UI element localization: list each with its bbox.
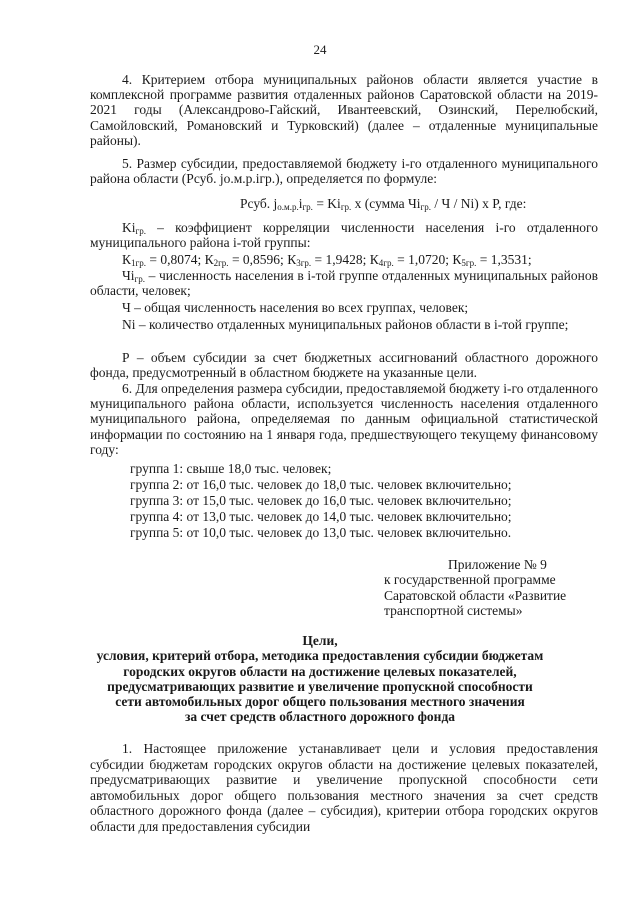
title-line: городских округов области на достижение целевых показателей, [123,663,517,679]
appendix-line: Приложение № 9 [448,557,547,572]
title-line: предусматривающих развитие и увеличение пропускной способности [107,678,533,694]
subsidy-formula: Рсуб. $j_{о.м.р.}i_{гр.} = Ki_{гр.}$ х (сумма $Чi_{гр.}$ / Ч / Ni) х Р, где: [240,196,527,212]
appendix-line: Саратовской области «Развитие [384,587,567,603]
paragraph-6: 6. Для определения размера субсидии, предоставляемой бюджету i-го отдаленного муниципального района области, используется численность населения отдаленного муниципального района, определяемая по данным официальной статистической информации по состоянию на 1 января года, предшествующего текущему финансовому году: [90,381,598,457]
title-line: Цели, [302,633,338,648]
section-title [90,633,550,725]
title-line: сети автомобильных дорог общего пользования местного значения [115,694,525,710]
appendix-caption [384,557,590,619]
ki-definition: $Ki_{гр.}$ – коэффициент корреляции численности населения i-го отдаленного муниципального района i-той группы: [90,220,598,251]
paragraph-5: 5. Размер субсидии, предоставляемой бюджету i-го отдаленного муниципального района области (Рсуб. jо.м.р.iгр.), определяется по формуле: [90,156,598,187]
group-4: группа 4: от 13,0 тыс. человек до 14,0 тыс. человек включительно; [130,509,512,524]
group-2: группа 2: от 16,0 тыс. человек до 18,0 тыс. человек включительно; [130,477,512,492]
paragraph-1: 1. Настоящее приложение устанавливает цели и условия предоставления субсидии бюджетам городских округов области на достижение целевых показателей, предусматривающих развитие и увеличение пропускной способности сети автомобильных дорог общего пользования местного значения за счет средств областного дорожного фонда (далее – субсидия), критерии отбора городских округов области для предоставления субсидии [90,741,598,834]
page-number: 24 [313,42,327,57]
title-line: условия, критерий отбора, методика предоставления субсидии бюджетам [96,648,544,664]
ni-definition: Ni – количество отдаленных муниципальных районов области в i-той группе; [122,317,569,332]
group-1: группа 1: свыше 18,0 тыс. человек; [130,461,332,476]
coefficient-values: $К_{1гр.} = 0,8074$; $К_{2гр.} = 0,8596$; $К_{3гр.} = 1,9428$; $К_{4гр.} = 1,0720$; $К_{5гр.} = 1,3531$; [122,252,532,268]
appendix-line: транспортной системы» [384,603,523,619]
group-3: группа 3: от 15,0 тыс. человек до 16,0 тыс. человек включительно; [130,493,512,508]
appendix-line: к государственной программе [384,572,556,588]
group-5: группа 5: от 10,0 тыс. человек до 13,0 тыс. человек включительно. [130,525,512,540]
paragraph-4: 4. Критерием отбора муниципальных районов области является участие в комплексной программе развития отдаленных районов Саратовской области на 2019-2021 годы (Александрово-Гайский, Ивантеевский, Озинский, Перелюбский, Самойловский, Романовский и Турковский) (далее – отдаленные муниципальные районы). [90,72,598,148]
p-definition: Р – объем субсидии за счет бюджетных ассигнований областного дорожного фонда, предусмотренный в областном бюджете на указанные цели. [90,350,598,381]
chi-definition: $Чi_{гр.}$ – численность населения в i-той группе отдаленных муниципальных районов области, человек; [90,268,598,299]
ch-definition: Ч – общая численность населения во всех группах, человек; [122,300,469,315]
title-line: за счет средств областного дорожного фонда [184,709,456,725]
